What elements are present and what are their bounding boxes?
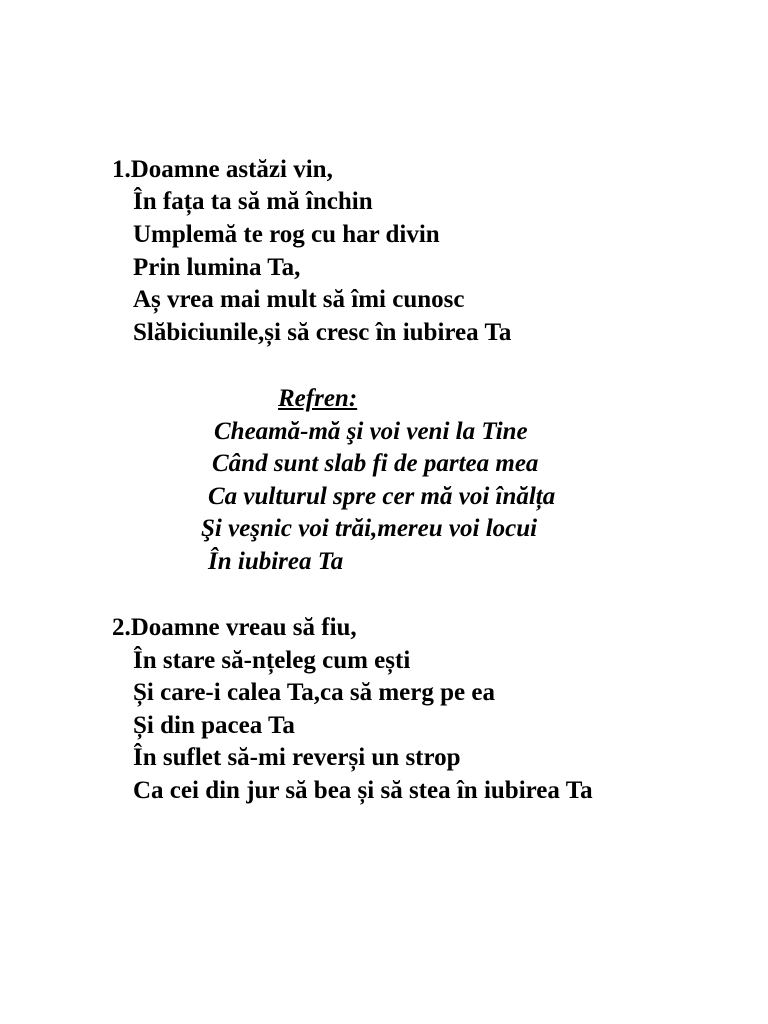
chorus-line-2: Când sunt slab fi de partea mea: [212, 450, 539, 477]
verse-1-line-2: În fața ta să mă închin: [133, 188, 373, 215]
verse-2-line-4: Și din pacea Ta: [133, 712, 295, 739]
verse-2-line-3: Și care-i calea Ta,ca să merg pe ea: [133, 679, 495, 706]
verse-1-line-4: Prin lumina Ta,: [133, 254, 301, 281]
chorus-line-4: Şi veşnic voi trăi,mereu voi locui: [201, 515, 538, 542]
verse-2-line-2: În stare să-nțeleg cum ești: [133, 647, 411, 674]
verse-1-line-1: 1.Doamne astăzi vin,: [112, 156, 333, 183]
verse-1-line-5: Aș vrea mai mult să îmi cunosc: [133, 286, 465, 313]
chorus-title: Refren:: [278, 385, 358, 412]
chorus-line-1: Cheamă-mă şi voi veni la Tine: [214, 418, 528, 445]
verse-2-line-5: În suflet să-mi reverși un strop: [133, 744, 461, 771]
verse-2-line-6: Ca cei din jur să bea și să stea în iubirea Ta: [133, 777, 593, 804]
verse-2-line-1: 2.Doamne vreau să fiu,: [112, 614, 357, 641]
verse-1-line-3: Umplemă te rog cu har divin: [133, 221, 440, 248]
chorus-line-3: Ca vulturul spre cer mă voi înălța: [208, 483, 556, 510]
verse-1-line-6: Slăbiciunile,și să cresc în iubirea Ta: [133, 319, 512, 346]
chorus-line-5: În iubirea Ta: [208, 548, 344, 575]
